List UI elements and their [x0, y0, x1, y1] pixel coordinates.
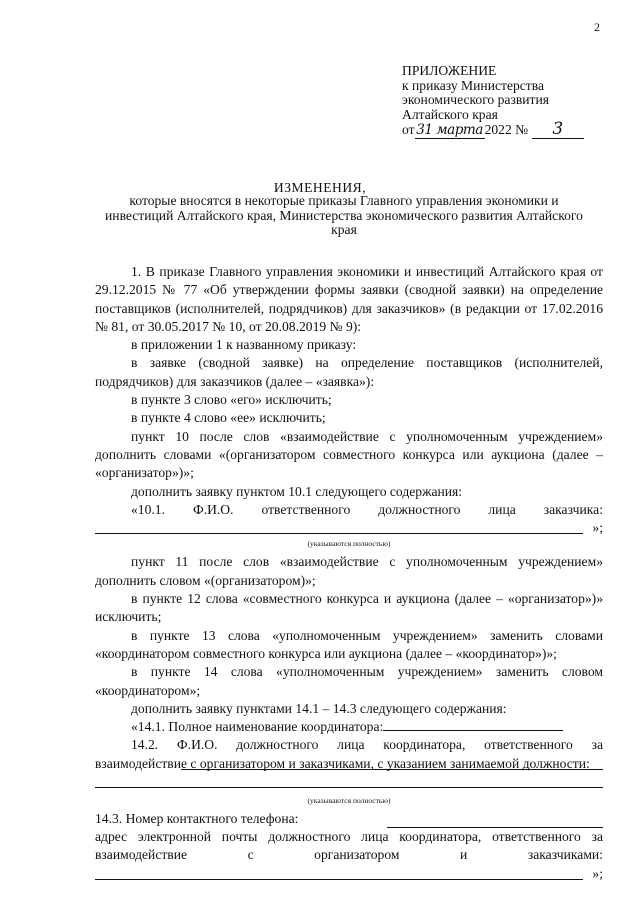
- blank-field: [95, 865, 583, 880]
- document-subtitle: которые вносятся в некоторые приказы Главного управления экономики и инвестиций Алтайского края, Министерства экономического развития Алтайского края: [105, 193, 583, 237]
- paragraph-3: в заявке (сводной заявке) на определение поставщиков (исполнителей, подрядчиков) для заказчиков (далее – «заявка»):: [95, 355, 603, 389]
- appendix-heading: ПРИЛОЖЕНИЕ: [402, 63, 497, 78]
- blank-field: [383, 730, 563, 731]
- paragraph-11: в пункте 13 слова «уполномоченным учреждением» заменить словами «координатором совместного конкурса или аукциона (далее – «координатор»)»;: [95, 627, 603, 661]
- document-title: ИЗМЕНЕНИЯ,: [273, 180, 367, 195]
- handwritten-date: 31 марта: [416, 122, 483, 138]
- appendix-line-3: Алтайского края: [402, 106, 498, 122]
- hint-full-name-2: (указываются полностью): [307, 795, 391, 805]
- paragraph-13: дополнить заявку пунктами 14.1 – 14.3 следующего содержания:: [131, 700, 507, 716]
- appendix-from: от: [402, 122, 415, 137]
- document-body: [95, 263, 603, 883]
- paragraph-4: в пункте 3 слово «его» исключить;: [131, 392, 332, 408]
- paragraph-10: в пункте 12 слова «совместного конкурса и аукциона (далее – «организатор»)» исключить;: [95, 591, 603, 625]
- paragraph-1: 1. В приказе Главного управления экономики и инвестиций Алтайского края от 29.12.2015 № 77 «Об утверждении формы заявки (сводной заявки) на определение поставщиков (исполнителей, подрядчиков) для заказчиков» (в редакции от 17.02.2016 № 81, от 30.05.2017 № 10, от 20.08.2019 № 9):: [95, 264, 603, 334]
- paragraph-8: «10.1. Ф.И.О. ответственного должностного лица заказчика:: [131, 501, 603, 517]
- appendix-year: 2022: [484, 122, 512, 137]
- appendix-date-line: [402, 119, 622, 139]
- blank-line-10-1: [95, 519, 603, 537]
- closing-quote-2: »;: [592, 865, 603, 881]
- paragraph-14: «14.1. Полное наименование координатора:: [95, 718, 603, 736]
- appendix-line-1: к приказу Министерства: [402, 77, 545, 93]
- paragraph-15: 14.2. Ф.И.О. должностного лица координатора, ответственного за взаимодействие с организатором и заказчиками, с указанием занимаемой должности:: [95, 737, 603, 771]
- handwritten-number: 3: [532, 122, 584, 139]
- blank-line-14-3: [95, 865, 603, 883]
- paragraph-16a: 14.3. Номер контактного телефона:: [95, 810, 603, 828]
- blank-field: [95, 519, 583, 534]
- paragraph-9: пункт 11 после слов «взаимодействие с уполномоченным учреждением» дополнить словом «(организатором)»;: [95, 554, 603, 588]
- blank-field: [387, 810, 603, 828]
- hint-full-name: (указываются полностью): [307, 539, 391, 549]
- blank-line-14-2b: [95, 783, 603, 788]
- paragraph-2: в приложении 1 к названному приказу:: [131, 337, 357, 353]
- paragraph-6: пункт 10 после слов «взаимодействие с уполномоченным учреждением» дополнить словами «(организатором совместного конкурса или аукциона (далее – «организатор»)»;: [95, 428, 603, 481]
- blank-field: [181, 755, 603, 770]
- appendix-number-sign: №: [515, 122, 529, 137]
- appendix-block: [402, 64, 622, 139]
- closing-quote: »;: [592, 520, 603, 536]
- appendix-line-2: экономического развития: [402, 92, 549, 107]
- page-number: 2: [594, 20, 600, 34]
- paragraph-12: в пункте 14 слова «уполномоченным учреждением» заменить словом «координатором»;: [95, 664, 603, 698]
- paragraph-7: дополнить заявку пунктом 10.1 следующего содержания:: [131, 483, 463, 499]
- paragraph-5: в пункте 4 слово «ее» исключить;: [131, 410, 326, 426]
- paragraph-16b: адрес электронной почты должностного лица координатора, ответственного за взаимодействие с организатором и заказчиками:: [95, 828, 603, 863]
